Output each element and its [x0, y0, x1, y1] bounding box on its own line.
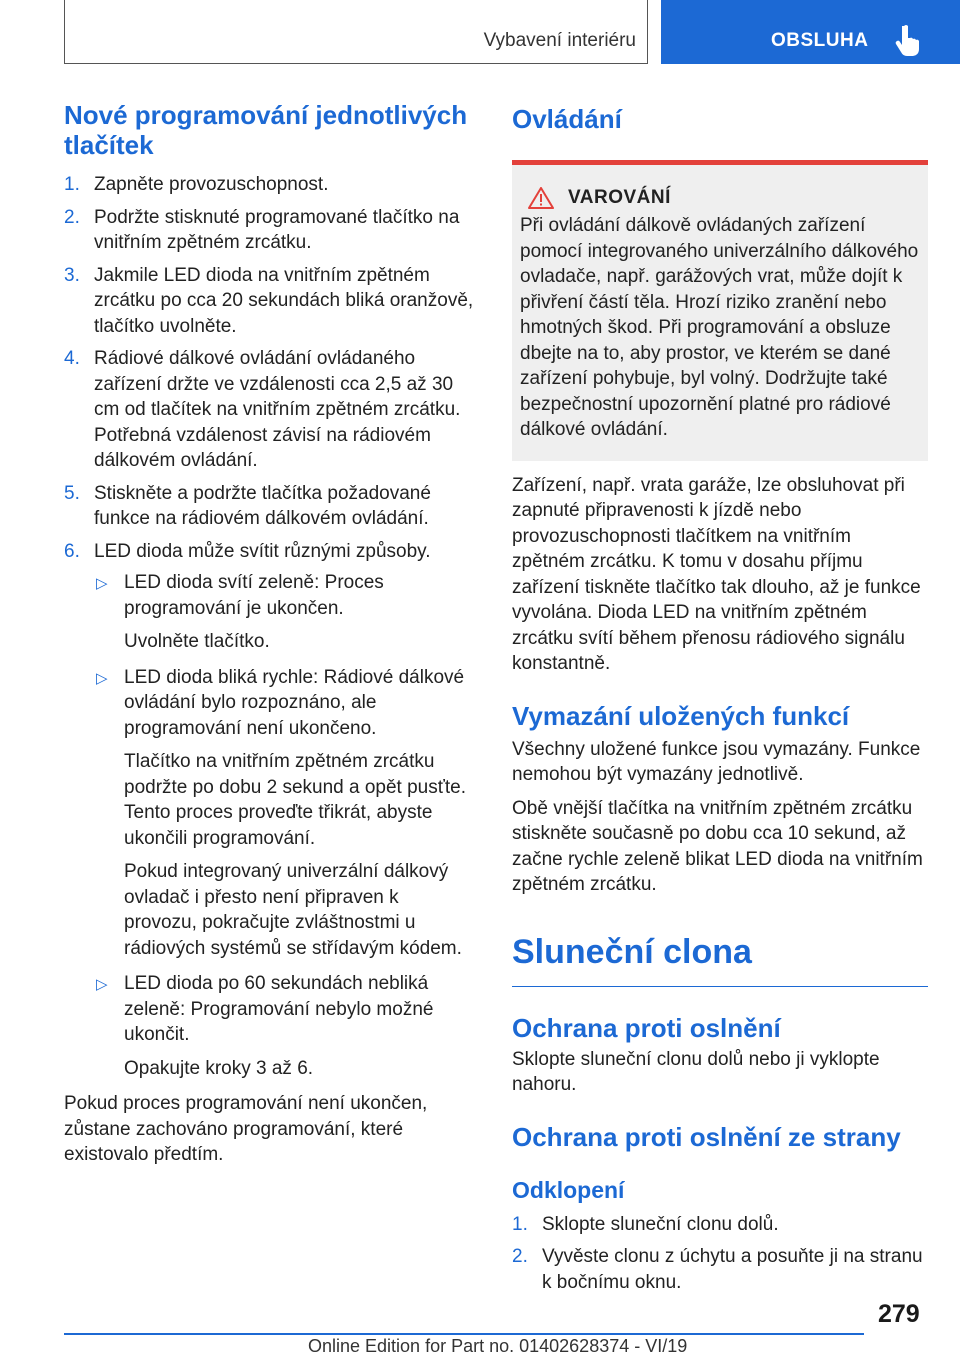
step-number: 5. [64, 482, 80, 504]
warning-box [512, 160, 928, 461]
step-number: 6. [64, 540, 80, 562]
subheading-fold-out: Odklopení [512, 1176, 625, 1203]
step-text: Vyvěste clonu z úchytu a posuňte ji na stranu k bočnímu oknu. [542, 1246, 923, 1293]
page-number: 279 [878, 1300, 920, 1328]
warning-header [528, 187, 920, 209]
pointing-hand-icon [895, 24, 923, 56]
erase-paragraph-2: Obě vnější tlačítka na vnitřním zpětném zrcátku stiskněte současně po dobu cca 10 sekund, až začne rychle zeleně blikat LED dioda na vnitřním zpětném zrcátku. [512, 797, 923, 895]
step-text: Stiskněte a podržte tlačítka požadované funkce na rádiovém dálkovém ovládání. [94, 482, 431, 529]
bullet-note: Tlačítko na vnitřním zpětném zrcátku podržte po dobu 2 sekund a opět pusťte. Tento proces proveďte třikrát, abyste ukončili programování. [124, 751, 466, 849]
list-item [64, 172, 476, 198]
step-number: 4. [64, 348, 80, 369]
bullet-text: LED dioda svítí zeleně: Proces programování je ukončen. [124, 572, 384, 619]
list-item [64, 263, 476, 340]
section-heading-glare: Ochrana proti oslnění [512, 1012, 781, 1043]
list-item [64, 481, 476, 532]
step-text: LED dioda může svítit různými způsoby. [94, 540, 431, 562]
warning-text: Při ovládání dálkově ovládaných zařízení pomocí integrovaného univerzálního dálkového ovladače, např. garážových vrat, může dojít k přivření částí těla. Hrozí riziko zranění nebo hmotných škod. Při programování a obsluze dbejte na to, aby prostor, ve kterém se dané zařízení pohybuje, byl volný. Dodržujte také bezpečnostní upozornění platné pro rádiové dálkové ovládání. [520, 215, 919, 440]
chapter-tab[interactable] [661, 0, 960, 64]
edition-line: Online Edition for Part no. 01402628374 - VI/19 [308, 1336, 688, 1356]
step-text: Sklopte sluneční clonu dolů. [542, 1213, 779, 1235]
step-text: Zapněte provozuschopnost. [94, 174, 329, 195]
list-item [64, 205, 476, 256]
section-heading-erase: Vymazání uložených funkcí [512, 700, 850, 731]
chapter-heading-sun-visor: Sluneční clona [512, 932, 752, 971]
section-heading-programming: Nové programování jednotlivých tlačítek [64, 100, 468, 160]
list-item [64, 539, 476, 1082]
warning-label: VAROVÁNÍ [568, 187, 671, 208]
bullet-note: Opakujte kroky 3 až 6. [124, 1057, 314, 1079]
list-item [512, 1212, 928, 1238]
list-item [94, 570, 476, 655]
section-heading-side-glare: Ochrana proti oslnění ze strany [512, 1121, 901, 1152]
bullet-note: Pokud integrovaný univerzální dálkový ovladač i přesto není připraven k provozu, pokračujte zvláštnostmi u rádiových systémů se střídavým kódem. [124, 861, 462, 959]
list-item [94, 665, 476, 962]
triangle-bullet-icon: ▷ [96, 575, 108, 592]
fold-out-steps [512, 1212, 928, 1296]
operation-paragraph: Zařízení, např. vrata garáže, lze obsluhovat při zapnuté připravenosti k jízdě nebo provozuschopnosti tlačítkem na vnitřním zpětném zrcátku. K tomu v dosahu příjmu zařízení tiskněte tlačítko tak dlouho, až je funkce vyvolána. Dioda LED na vnitřním zpětném zrcátku svítí během přenosu rádiového signálu konstantně. [512, 474, 921, 674]
glare-paragraph: Sklopte sluneční clonu dolů nebo ji vyklopte nahoru. [512, 1048, 880, 1095]
erase-paragraph-1: Všechny uložené funkce jsou vymazány. Funkce nemohou být vymazány jednotlivě. [512, 738, 921, 785]
bullet-note: Uvolněte tlačítko. [124, 631, 270, 652]
left-column [64, 100, 476, 1168]
step-number: 1. [512, 1213, 528, 1235]
step-text: Jakmile LED dioda na vnitřním zpětném zrcátku po cca 20 sekundách bliká oranžově, tlačítko uvolněte. [94, 264, 474, 337]
step-number: 2. [512, 1246, 528, 1267]
triangle-bullet-icon: ▷ [96, 669, 108, 687]
triangle-bullet-icon: ▷ [96, 976, 108, 993]
led-states-list [94, 570, 476, 1081]
step-text: Podržte stisknuté programované tlačítko na vnitřním zpětném zrcátku. [94, 206, 460, 253]
list-item [94, 971, 476, 1081]
warning-triangle-icon [528, 187, 554, 209]
section-heading-operation: Ovládání [512, 104, 622, 134]
section-title: Vybavení interiéru [483, 30, 636, 51]
list-item [512, 1244, 928, 1295]
heading-divider [512, 986, 928, 987]
step-number: 3. [64, 264, 80, 286]
right-column [512, 100, 928, 1302]
chapter-tab-label: OBSLUHA [771, 30, 869, 51]
bullet-text: LED dioda po 60 sekundách nebliká zeleně: Programování nebylo možné ukončit. [124, 973, 434, 1045]
step-number: 1. [64, 174, 80, 195]
step-number: 2. [64, 206, 80, 228]
programming-steps [64, 172, 476, 1081]
list-item [64, 346, 476, 474]
bullet-text: LED dioda bliká rychle: Rádiové dálkové ovládání bylo rozpoznáno, ale programování není ukončeno. [124, 666, 465, 739]
step-text: Rádiové dálkové ovládání ovládaného zařízení držte ve vzdálenosti cca 2,5 až 30 cm od tlačítek na vnitřním zpětném zrcátku. Potřebná vzdálenost závisí na rádiovém dálkovém ovládání. [94, 348, 461, 471]
closing-paragraph: Pokud proces programování není ukončen, zůstane zachováno programování, které existovalo předtím. [64, 1093, 428, 1165]
footer-divider [64, 1333, 864, 1335]
